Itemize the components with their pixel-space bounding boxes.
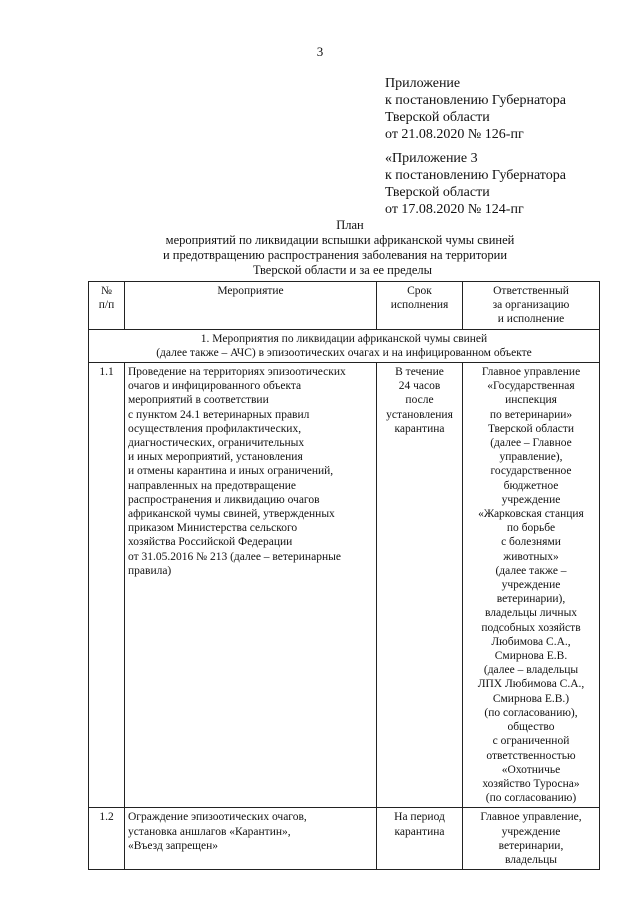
table-row	[89, 808, 600, 870]
cell-line: «Въезд запрещен»	[128, 839, 219, 852]
cell-line: Смирнова Е.В.	[494, 650, 568, 663]
cell-line: хозяйства Российской Федерации	[128, 536, 293, 549]
annex-line: к постановлению Губернатора	[385, 93, 566, 108]
annex-line: Приложение	[385, 76, 461, 91]
cell-line: «Охотничье	[501, 763, 561, 776]
cell-line: Главное управление,	[480, 811, 582, 824]
cell-line: Смирнова Е.В.)	[492, 692, 570, 705]
cell-line: распространения и ликвидацию очагов	[128, 493, 320, 506]
cell-line: установления	[386, 408, 453, 421]
header-term: Срок исполнения	[377, 282, 463, 330]
cell-line: В течение	[395, 366, 444, 379]
cell-line: очагов и инфицированного объекта	[128, 380, 302, 393]
cell-line: и отмены карантина и иных ограничений,	[128, 465, 334, 478]
cell-line: Любимова С.А.,	[491, 635, 571, 648]
row-num: 1.1	[89, 363, 125, 808]
cell-line: государственное	[490, 465, 572, 478]
cell-line: правила)	[128, 564, 172, 577]
cell-line: (по согласованию)	[485, 792, 577, 805]
header-responsible: Ответственный за организацию и исполнение	[463, 282, 600, 330]
title-line: и предотвращению распространения заболевания на территории	[162, 248, 508, 262]
cell-line: Тверской области	[488, 422, 574, 435]
cell-line: с ограниченной	[492, 735, 570, 748]
cell-line: приказом Министерства сельского	[128, 522, 298, 535]
row-responsible	[463, 363, 600, 808]
annex-block-2	[385, 150, 566, 218]
cell-line: карантина	[394, 422, 445, 435]
annex-line: Тверской области	[385, 185, 490, 200]
header-num: № п/п	[89, 282, 125, 330]
cell-line: владельцы личных	[484, 607, 578, 620]
row-activity	[125, 808, 377, 870]
cell-line: (далее – Главное	[490, 437, 572, 450]
cell-line: с болезнями	[501, 536, 561, 549]
cell-line: африканской чумы свиней, утвержденных	[128, 508, 335, 521]
plan-title	[0, 218, 640, 278]
cell-line: ветеринарии),	[496, 593, 566, 606]
cell-line: по ветеринарии»	[489, 408, 573, 421]
cell-line: после	[405, 394, 434, 407]
cell-line: осуществления профилактических,	[128, 422, 302, 435]
cell-line: учреждение	[501, 579, 561, 592]
section-row	[89, 329, 600, 362]
cell-line: карантина	[394, 825, 445, 838]
row-responsible	[463, 808, 600, 870]
cell-line: учреждение	[501, 825, 561, 838]
cell-line: направленных на предотвращение	[128, 479, 297, 492]
section-title: 1. Мероприятия по ликвидации африканской чумы свиней (далее также – АЧС) в эпизоотических очагах и на инфицированном объекте	[89, 329, 600, 362]
cell-line: ответственностью	[486, 749, 576, 762]
annex-block-1	[385, 75, 566, 143]
table-header-row	[89, 282, 600, 330]
cell-line: бюджетное	[503, 479, 559, 492]
cell-line: владельцы	[505, 853, 557, 866]
cell-line: «Жарковская станция	[478, 508, 584, 521]
cell-line: ЛПХ Любимова С.А.,	[477, 678, 585, 691]
cell-line: ветеринарии,	[498, 839, 564, 852]
annex-line: «Приложение 3	[385, 151, 478, 166]
table-row	[89, 363, 600, 808]
title-line: мероприятий по ликвидации вспышки африканской чумы свиней	[165, 233, 515, 247]
cell-line: инспекция	[505, 394, 557, 407]
row-activity	[125, 363, 377, 808]
cell-line: Проведение на территориях эпизоотических	[128, 366, 346, 379]
title-line: Тверской области и за ее пределы	[252, 263, 433, 277]
cell-line: установка аншлагов «Карантин»,	[128, 825, 291, 838]
annex-line: от 17.08.2020 № 124-пг	[385, 202, 524, 217]
cell-line: учреждение	[501, 493, 561, 506]
cell-line: хозяйство Туросна»	[482, 777, 580, 790]
annex-line: к постановлению Губернатора	[385, 168, 566, 183]
cell-line: «Государственная	[487, 380, 575, 393]
cell-line: от 31.05.2016 № 213 (далее – ветеринарные	[128, 550, 341, 563]
measures-table	[88, 281, 600, 870]
cell-line: управление),	[499, 451, 563, 464]
cell-line: Ограждение эпизоотических очагов,	[128, 811, 307, 824]
cell-line: и иных мероприятий, установления	[128, 451, 303, 464]
page-number: 3	[316, 44, 324, 59]
cell-line: (далее – владельцы	[483, 664, 579, 677]
cell-line: мероприятий в соответствии	[128, 394, 269, 407]
row-term	[377, 363, 463, 808]
row-num: 1.2	[89, 808, 125, 870]
row-term	[377, 808, 463, 870]
cell-line: диагностических, ограничительных	[128, 437, 305, 450]
annex-line: Тверской области	[385, 110, 490, 125]
cell-line: по борьбе	[506, 522, 556, 535]
cell-line: (далее также –	[495, 564, 567, 577]
cell-line: (по согласованию),	[484, 706, 578, 719]
cell-line: общество	[507, 721, 555, 734]
cell-line: 24 часов	[398, 380, 441, 393]
cell-line: На период	[394, 811, 445, 824]
cell-line: подсобных хозяйств	[481, 621, 581, 634]
cell-line: Главное управление	[481, 366, 581, 379]
cell-line: с пунктом 24.1 ветеринарных правил	[128, 408, 310, 421]
annex-line: от 21.08.2020 № 126-пг	[385, 127, 524, 142]
title-line: План	[336, 218, 364, 232]
header-activity: Мероприятие	[125, 282, 377, 330]
cell-line: животных»	[503, 550, 559, 563]
